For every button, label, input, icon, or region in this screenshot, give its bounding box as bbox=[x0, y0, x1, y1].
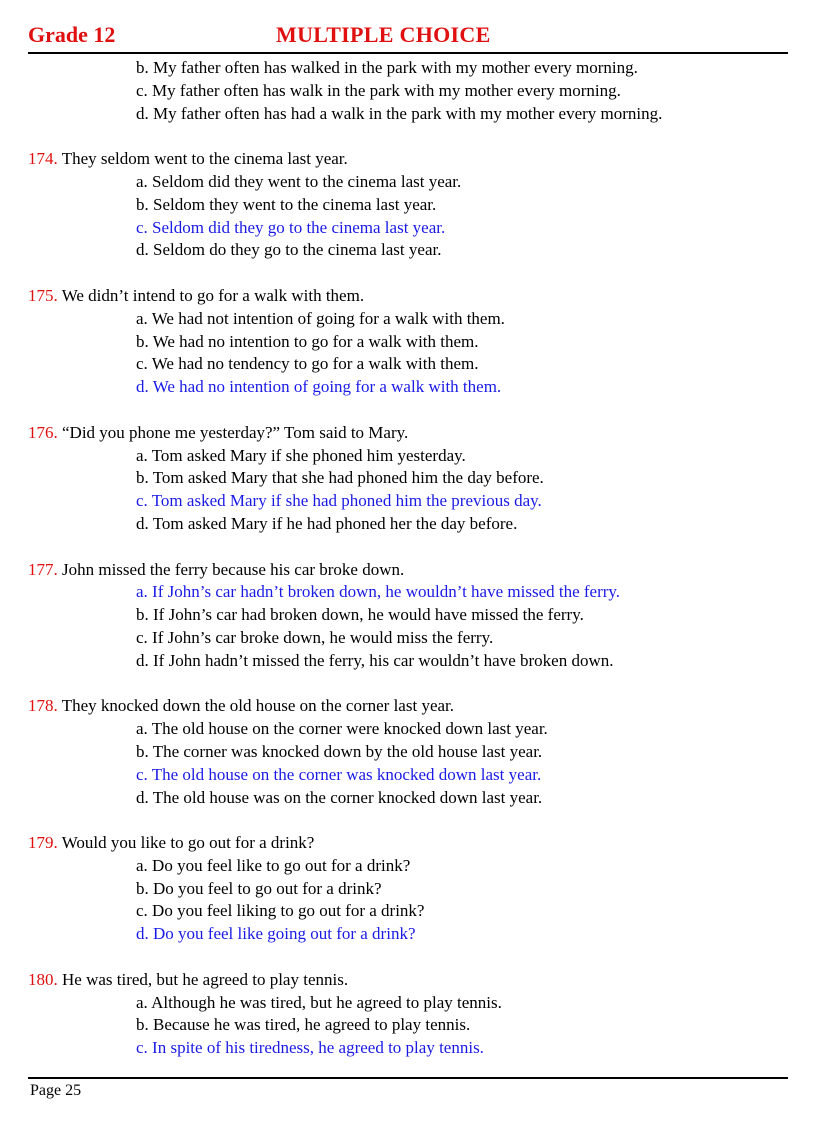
answer-option: c. Do you feel liking to go out for a drink? bbox=[136, 901, 425, 921]
continued-options bbox=[28, 57, 788, 125]
answer-option: b. Seldom they went to the cinema last year. bbox=[136, 194, 437, 214]
question-spacer bbox=[28, 673, 788, 696]
answer-option-correct: c. The old house on the corner was knocked down last year. bbox=[136, 764, 542, 784]
page-number: Page 25 bbox=[30, 1082, 82, 1099]
answer-option-correct: c. Tom asked Mary if she had phoned him the previous day. bbox=[136, 491, 542, 511]
grade-label: Grade 12 bbox=[28, 22, 116, 47]
question-text: “Did you phone me yesterday?” Tom said to Mary. bbox=[62, 422, 409, 442]
answer-option: b. The corner was knocked down by the old house last year. bbox=[136, 741, 543, 761]
answer-option: a. Seldom did they went to the cinema last year. bbox=[136, 171, 462, 191]
answer-option-correct: d. We had no intention of going for a walk with them. bbox=[136, 377, 502, 397]
question-prompt bbox=[28, 422, 788, 445]
question-prompt bbox=[28, 695, 788, 718]
question-block bbox=[28, 422, 788, 536]
question-text: Would you like to go out for a drink? bbox=[61, 833, 315, 853]
answer-option: b. Tom asked Mary that she had phoned him the day before. bbox=[136, 468, 544, 488]
answer-option: c. My father often has walk in the park with my mother every morning. bbox=[136, 80, 621, 100]
question-text: We didn’t intend to go for a walk with them. bbox=[61, 285, 365, 305]
answer-option: c. We had no tendency to go for a walk with them. bbox=[136, 354, 479, 374]
answer-option-correct: c. Seldom did they go to the cinema last year. bbox=[136, 217, 446, 237]
question-spacer bbox=[28, 536, 788, 559]
answer-option: a. Tom asked Mary if she phoned him yesterday. bbox=[136, 445, 466, 465]
question-spacer bbox=[28, 946, 788, 969]
header-divider bbox=[28, 52, 788, 54]
question-prompt bbox=[28, 832, 788, 855]
question-block bbox=[28, 695, 788, 809]
question-number: 175. bbox=[28, 285, 58, 305]
question-block bbox=[28, 832, 788, 946]
question-spacer bbox=[28, 399, 788, 422]
answer-option: b. If John’s car had broken down, he would have missed the ferry. bbox=[136, 605, 584, 625]
answer-option: b. Because he was tired, he agreed to play tennis. bbox=[136, 1015, 471, 1035]
question-number: 174. bbox=[28, 149, 58, 169]
answer-option: d. The old house was on the corner knocked down last year. bbox=[136, 787, 543, 807]
question-text: He was tired, but he agreed to play tennis. bbox=[62, 969, 349, 989]
question-spacer bbox=[28, 125, 788, 148]
answer-option: a. The old house on the corner were knocked down last year. bbox=[136, 719, 548, 739]
answer-option: d. Seldom do they go to the cinema last year. bbox=[136, 240, 442, 260]
answer-option: a. Do you feel like to go out for a drink? bbox=[136, 855, 411, 875]
question-number: 178. bbox=[28, 696, 58, 716]
question-block bbox=[28, 969, 788, 1060]
question-text: John missed the ferry because his car broke down. bbox=[62, 559, 405, 579]
page-header bbox=[28, 22, 788, 52]
question-spacer bbox=[28, 262, 788, 285]
question-block bbox=[28, 148, 788, 262]
answer-option: b. We had no intention to go for a walk with them. bbox=[136, 331, 479, 351]
question-prompt bbox=[28, 148, 788, 171]
answer-option-correct: d. Do you feel like going out for a drink? bbox=[136, 924, 416, 944]
question-block bbox=[28, 559, 788, 673]
question-number: 180. bbox=[28, 969, 58, 989]
answer-option: d. Tom asked Mary if he had phoned her the day before. bbox=[136, 513, 518, 533]
question-prompt bbox=[28, 969, 788, 992]
question-number: 176. bbox=[28, 422, 58, 442]
page-title: MULTIPLE CHOICE bbox=[276, 22, 491, 47]
answer-option: b. My father often has walked in the park with my mother every morning. bbox=[136, 58, 638, 77]
question-block bbox=[28, 285, 788, 399]
question-spacer bbox=[28, 809, 788, 832]
question-number: 177. bbox=[28, 559, 58, 579]
question-prompt bbox=[28, 559, 788, 582]
answer-option: a. We had not intention of going for a walk with them. bbox=[136, 308, 505, 328]
question-list bbox=[28, 57, 788, 1060]
answer-option: b. Do you feel to go out for a drink? bbox=[136, 878, 382, 898]
answer-option: d. If John hadn’t missed the ferry, his car wouldn’t have broken down. bbox=[136, 650, 614, 670]
answer-option: d. My father often has had a walk in the park with my mother every morning. bbox=[136, 103, 663, 123]
question-prompt bbox=[28, 285, 788, 308]
answer-option: c. If John’s car broke down, he would miss the ferry. bbox=[136, 627, 494, 647]
question-text: They knocked down the old house on the corner last year. bbox=[61, 696, 455, 716]
answer-option-correct: a. If John’s car hadn’t broken down, he wouldn’t have missed the ferry. bbox=[136, 582, 621, 602]
question-number: 179. bbox=[28, 833, 58, 853]
footer-divider bbox=[28, 1077, 788, 1079]
answer-option-correct: c. In spite of his tiredness, he agreed to play tennis. bbox=[136, 1038, 484, 1058]
question-text: They seldom went to the cinema last year. bbox=[61, 149, 348, 169]
answer-option: a. Although he was tired, but he agreed to play tennis. bbox=[136, 992, 502, 1012]
